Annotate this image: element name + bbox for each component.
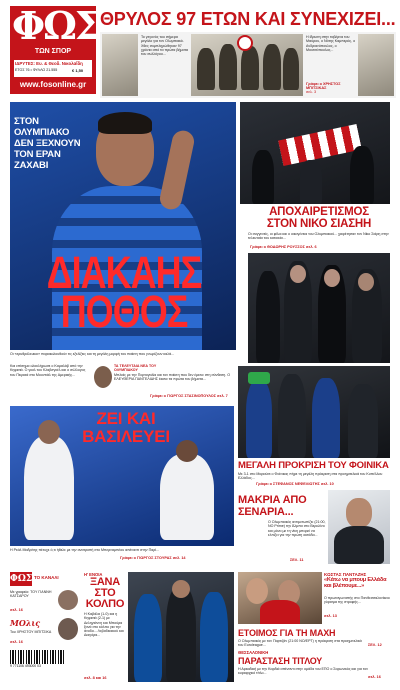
real-byline-page: σελ. 14 xyxy=(172,556,186,560)
funeral-headline-line-1: ΑΠΟΧΑΙΡΕΤΙΣΜΟΣ xyxy=(269,206,369,218)
masthead-logo: ΦΩΣ xyxy=(12,3,100,48)
coffin-with-flag xyxy=(278,124,362,166)
barcode-digits: 9 771106 493000 03 xyxy=(10,664,41,668)
main-kicker-line-2: ΟΛΥΜΠΙΑΚΟ xyxy=(14,127,70,138)
again-headline-line-1: ΞΑΝΑ xyxy=(89,576,121,588)
sidebar-page-1: σελ. 16 xyxy=(10,608,23,612)
thessaloniki-text: Η Αρκαδική με την Καρδιά απέναντι στην ομάδα του ΕΠΟ ο Σαρωνικός και για τον κυριαρχικό τίτλο... xyxy=(238,667,369,676)
phoenix-byline-page: σελ. 10 xyxy=(320,482,334,486)
kostas-page: σελ. 13 xyxy=(324,614,337,618)
coach-photo xyxy=(328,490,390,564)
kostas-quote: «Κάτω να μπουμ Ελλάδα και βλέπουμε...» xyxy=(324,577,387,590)
scenario-headline-line-1: ΜΑΚΡΙΑ ΑΠΟ xyxy=(238,494,307,506)
phoenix-byline-text: Γράφει ο ΣΤΕΦΑΝΟΣ ΝΕΦΕΛΙΩΤΗΣ xyxy=(256,482,320,486)
historic-founder-photo xyxy=(358,34,394,96)
funeral-headline xyxy=(248,206,390,230)
phoenix-photo xyxy=(238,366,390,458)
battle-text: Ο Ολυμπιακός με τον Παρτιζάν (21:00 ΝΟ/ΕΡΤ) η πρόκριση στα προημιτελικά του Euroleague... xyxy=(238,639,362,648)
masthead-site[interactable]: www.fosonline.gr xyxy=(19,80,87,89)
battle-page: ΣΕΛ. 12 xyxy=(368,643,382,647)
real-headline-line-2: ΒΑΣΙΛΕΥΕΙ xyxy=(82,427,170,446)
player-raised-arm xyxy=(158,129,196,212)
real-caption: Η Ρεάλ Μαδρίτης πέτυχε ό,τι ήθελε με την ανατροπή στο Μπερναμπέου απέναντι στην Παρί... xyxy=(10,548,160,552)
kostas-kicker: ΚΩΣΤΑΣ ΠΑΝΤΑΖΗΣ xyxy=(324,572,367,577)
again-page: σελ. 8 και 16 xyxy=(84,676,107,680)
scenario-text: Ο Ολυμπιακός αντιμετωπίζει (21:00, ΝΟ Prime) την Άλμπα στο Βερολίνο και μόνο με τη νίκη μπορεί να ελπίζει για την πρώτη οκτάδα... xyxy=(268,520,326,537)
main-headline-line-1: ΔΙΑΚΑΗΣ xyxy=(46,246,202,298)
sidebar-text-2: Του ΧΡΗΣΤΟΥ ΜΠΙΤΣΙΚΑ xyxy=(10,630,52,634)
historic-team-photo xyxy=(191,34,303,96)
main-headline-line-2: ΠΟΘΟΣ xyxy=(60,285,188,337)
main-body-right: Μπλιάς με την Πορτογαλία και τον παίκτη που δεν έμεινε στη σύνθεση. Ο ΕΛΕΥΘΕΡΙΑ ΠΑΝΤΕΛΙΔΗΣ έκανε τα πρώτα του βήματα... xyxy=(114,373,231,382)
main-byline-text: Γράφει ο ΓΙΩΡΓΟΣ ΣΤΑΣΙΝΟΠΟΥΛΟΣ xyxy=(150,394,216,398)
masthead-price: € 1,50 xyxy=(72,68,84,73)
kostas-photo xyxy=(238,572,322,624)
top-story-panel xyxy=(100,32,396,98)
main-kicker-line-4: ΤΟΝ ΕΡΑΝ xyxy=(14,149,61,160)
funeral-byline-text: Γράφει ο ΘΟΔΩΡΗΣ ΡΟΥΣΣΟΣ xyxy=(250,245,305,249)
funeral-photo xyxy=(240,102,390,204)
main-caption: Οι «ερυθρόλευκοι» παρακολουθούν τις εξελίξεις και τη μεγάλη μορφή του παίκτη που γνωρίζουν καλά... xyxy=(10,352,175,356)
player-hair xyxy=(98,112,152,134)
thessaloniki-headline: ΠΑΡΑΣΤΑΣΗ ΤΙΤΛΟΥ xyxy=(238,656,323,666)
battle-headline: ΕΤΟΙΜΟΣ ΓΙΑ ΤΗ ΜΑΧΗ xyxy=(238,628,336,638)
phoenix-headline: ΜΕΓΑΛΗ ΠΡΟΚΡΙΣΗ ΤΟΥ ΦΟΙΝΙΚΑ xyxy=(238,460,389,471)
masthead-date-line: ΕΤΟΣ 76 • ΦΥΛΛΟ 21.555 xyxy=(15,68,58,72)
again-headline-line-2: ΣΤΟ xyxy=(94,587,116,599)
masthead-edition-line: ΙΔΡΥΤΕΣ: Ευ. & Θεοδ. Νικολαΐδη xyxy=(15,61,83,66)
sidebar-page-2: σελ. 16 xyxy=(10,640,23,644)
sidebar-left xyxy=(10,572,80,672)
phoenix-byline xyxy=(256,482,390,486)
main-tag: ΤΑ ΤΕΛΕΥΤΑΙΑ ΝΕΑ ΤΟΥ ΟΛΥΜΠΙΑΚΟΥ xyxy=(114,364,157,372)
real-headline xyxy=(70,410,182,446)
main-kicker-line-5: ΖΑΧΑΒΙ xyxy=(14,160,49,171)
top-story-byline: Γράφει ο ΧΡΗΣΤΟΣ ΜΠΙΤΣΙΚΑΣ xyxy=(306,82,341,90)
masthead-logo-sub: ΤΩΝ ΣΠΟΡ xyxy=(34,48,72,55)
player-white-kit xyxy=(24,436,74,540)
thessaloniki-page: σελ. 16 xyxy=(368,675,381,679)
historic-portrait-photo xyxy=(102,34,138,96)
main-kicker xyxy=(14,116,84,171)
masthead-info-box xyxy=(14,60,92,77)
sidebar-logo-box xyxy=(10,572,32,586)
funeral-text: Οι συγγενείς, οι φίλοι και ο οικογένεια του Ολυμπιακού... χαιρέτησαν τον Νίκο Σιάρη στην τελευταία του κατοικία... xyxy=(248,232,389,241)
columnist-photo xyxy=(94,366,112,388)
main-byline xyxy=(150,394,236,398)
top-story-right-text: Η ίδρυση στην ταβέρνα του Μαύρου, ο Νότης Καμπερός, ο Ανδριανόπουλος, ο Μουτσόπουλος... xyxy=(306,35,356,52)
phoenix-text: Με 3-1 στο Μαρούσι ο Φοίνικας πήρε τη μεγάλη πρόκριση στα προημιτελικά του Κυπέλλου Ελλάδος... xyxy=(238,472,383,481)
thessaloniki-kicker: ΘΕΣΣΑΛΟΝΙΚΗ xyxy=(238,650,269,655)
sidebar-logo: ΦΩΣ xyxy=(10,574,33,584)
scenario-headline xyxy=(238,494,328,518)
masthead xyxy=(10,3,100,94)
real-headline-line-1: ΖΕΙ ΚΑΙ xyxy=(96,409,156,428)
top-story-page: σελ. 3 xyxy=(306,90,317,94)
funeral-byline-page: σελ. 6 xyxy=(305,245,317,249)
olympiacos-crest-icon xyxy=(237,35,253,51)
real-byline-text: Γράφει ο ΓΙΩΡΓΟΣ ΣΤΟΥΡΑΣ xyxy=(120,556,172,560)
sidebar-text-1: Με γραφείο: ΤΟΥ ΓΙΑΝΝΗ ΚΑΤΣΑΡΟΥ xyxy=(10,590,52,599)
again-story-photo xyxy=(128,572,234,682)
funeral-headline-line-2: ΣΤΟΝ ΝΙΚΟ ΣΙΑΣΗΗ xyxy=(266,218,372,230)
funeral-byline xyxy=(250,245,390,249)
again-story xyxy=(84,572,126,682)
again-text: Η Καβάλα (1-0) και η Κηφισιά (2-1) με Δεληγιάννη και Μπούρα ξανά στο κόλπο για την άνοδο... Λεβαδειακού και Διαγόρα... xyxy=(84,612,124,638)
sidebar-brand-2: ΜΟλις xyxy=(10,618,41,628)
sidebar-logo-sub: ΤΟ ΚΑΝΑΛΙ xyxy=(34,575,59,580)
main-byline-page: σελ. 7 xyxy=(217,394,228,398)
main-kicker-line-3: ΔΕΝ ΞΕΧΝΟΥΝ xyxy=(14,138,81,149)
main-headline xyxy=(24,246,224,337)
again-headline-line-3: ΚΟΛΠΟ xyxy=(85,598,125,610)
main-kicker-line-1: ΣΤΟΝ xyxy=(14,116,39,127)
again-kicker: Η' ΕΝΟΙΑ xyxy=(84,572,103,577)
funeral-mourners-photo xyxy=(248,253,390,363)
sidebar-photo-2 xyxy=(58,618,78,640)
top-story-left-text: Το γεγονός του σήμερα μεγάλο για τον Ολυμπιακό. Χθες συμπληρώθηκαν 97 χρόνια από τα πρώτα βήματα του συλλόγου... xyxy=(141,35,188,57)
kostas-story xyxy=(324,572,390,624)
sidebar-photo-1 xyxy=(58,590,78,610)
scenario-headline-line-2: ΣΕΝΑΡΙΑ... xyxy=(238,506,294,518)
barcode xyxy=(10,650,66,664)
main-body-left: Και επίσημα ολοκλήρωσε ο Καμαλάβ από την Κηφισιά. Ο γκολ του Κλαβσγκέλ και ο σύλλογος του Πειραιά στο Μουντιάλ της Αμερικής... xyxy=(10,364,86,377)
scenario-page: ΣΕΛ. 11 xyxy=(290,558,304,562)
top-headline: ΘΡΥΛΟΣ 97 ΕΤΩΝ ΚΑΙ ΣΥΝΕΧΙΖΕΙ... xyxy=(100,9,396,29)
real-byline xyxy=(120,556,234,560)
player-white-kit-2 xyxy=(160,454,214,540)
kostas-text: Ο πρωταγωνιστής στο Πανθεσσαλονίκειο γύρισμα της στροφής... xyxy=(324,596,390,605)
